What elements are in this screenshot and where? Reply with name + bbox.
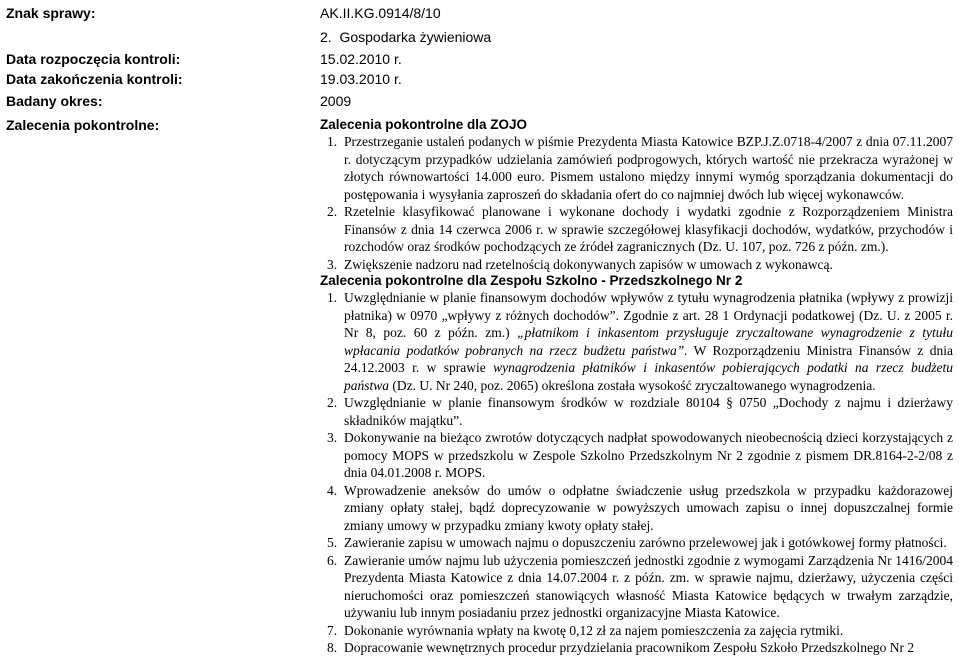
end-date-label: Data zakończenia kontroli:	[6, 71, 183, 87]
item-text: Zawieranie zapisu w umowach najmu o dopuszczeniu zarówno przelewowej jak i gotówkowej formy płatności.	[344, 535, 947, 550]
item-text: Zawieranie umów najmu lub użyczenia pomieszczeń jednostki zgodnie z wymogami Zarządzenia Nr 1416/2004 Prezydenta Miasta Katowice z dnia 14.07.2004 r. z późn. zm. w sprawie najmu, dzierżawy, użyczenia części nieruchomości oraz pomieszczeń stanowiących własność Miasta Katowice będących w trwałym zarządzie, używaniu lub innym posiadaniu przez jednostki organizacyjne Miasta Katowice.	[344, 552, 953, 620]
list-item	[320, 289, 953, 394]
item-text-part: Uwzględnianie w planie finansowym dochodów wpływów z tytułu wynagrodzenia płatnika (wpływy z prowizji płatnika) w 0970 „wpływy z różnych dochodów”. Zgodnie z art. 28 1 Ordynacji podatkowej (Dz. U. z 2005 r. Nr 8, poz. 60 z późn. zm.)	[344, 290, 953, 340]
item-number: 2.	[327, 395, 338, 410]
period-value: 2009	[320, 93, 352, 109]
period-label: Badany okres:	[6, 93, 103, 109]
case-number-value: AK.II.KG.0914/8/10	[320, 5, 441, 21]
item-number: 3.	[327, 256, 338, 272]
item-text: Wprowadzenie aneksów do umów o odpłatne świadczenie usług przedszkola w przypadku każdorazowej zmiany opłaty stałej, bądź doprecyzowanie w powyższych umowach zapisu o innej dopuszczalnej formie zmiany umowy w przypadku zmiany kwoty opłaty stałej.	[344, 482, 953, 533]
section-title: Zalecenia pokontrolne dla ZOJO	[320, 117, 528, 132]
control-area: 2. Gospodarka żywieniowa	[320, 29, 492, 45]
item-number: 4.	[327, 482, 338, 498]
recommendations-label: Zalecenia pokontrolne:	[6, 117, 160, 133]
item-text: Dokonywanie na bieżąco zwrotów dotyczących nadpłat spowodowanych nieobecnością dzieci korzystających z pomocy MOPS w przedszkolu w Zespole Szkolno Przedszkolnym Nr 2 zgodnie z pismem DR.8164-2-2/08 z dnia 04.01.2008 r. MOPS.	[344, 430, 953, 480]
item-text: Dopracowanie wewnętrznych procedur przydzielania pracownikom Zespołu Szkoło Przedszkolnego Nr 2	[344, 640, 915, 655]
start-date-value: 15.02.2010 r.	[320, 51, 402, 67]
case-number-label: Znak sprawy:	[6, 5, 96, 21]
list-item	[320, 394, 953, 429]
list-item	[320, 622, 953, 640]
recommendations-content	[320, 110, 953, 657]
item-text: Uwzględnianie w planie finansowym środków w rozdziale 80104 § 0750 „Dochody z najmu i dzierżawy składników majątku”.	[344, 395, 953, 428]
item-text: Przestrzeganie ustaleń podanych w piśmie Prezydenta Miasta Katowice BZP.J.Z.0718-4/2007 z dnia 07.11.2007 r. dotyczącym przypadków udzielania zamówień podprogowych, których wartość nie przekracza wyrażonej w złotych równowartości 14.000 euro. Pismem ustalono między innymi wymóg sporządzania dokumentacji do postępowania i wysyłania zaproszeń do składania ofert do co najmniej dwóch lub więcej wykonawców.	[344, 134, 953, 202]
list-item	[320, 203, 953, 256]
item-text-italic: „płatnikom i inkasentom przysługuje zryczaltowane wynagrodzenie z tytułu wpłacania podatków pobranych na rzecz budżetu państwa”.	[344, 325, 953, 358]
list-item	[320, 534, 953, 552]
item-text: Dokonanie wyrównania wpłaty na kwotę 0,12 zł za najem pomieszczenia za zajęcia rytmiki.	[344, 622, 844, 638]
item-text-part: (Dz. U. Nr 240, poz. 2065) określona została wysokość zryczaltowanego wynagrodzenia.	[389, 377, 876, 393]
list-item	[320, 133, 953, 203]
list-item	[320, 429, 953, 482]
item-number: 8.	[327, 640, 338, 655]
item-text: Zwiększenie nadzoru nad rzetelnością dokonywanych zapisów w umowach z wykonawcą.	[344, 256, 833, 272]
item-number: 6.	[327, 552, 338, 568]
end-date-value: 19.03.2010 r.	[320, 71, 402, 87]
list-item	[320, 256, 953, 274]
item-number: 1.	[327, 134, 338, 149]
list-item	[320, 552, 953, 622]
start-date-label: Data rozpoczęcia kontroli:	[6, 51, 181, 67]
list-item	[320, 482, 953, 535]
item-number: 2.	[327, 204, 338, 219]
list-item	[320, 639, 953, 657]
item-text-italic: wynagrodzenia płatników i inkasentów pobierających podatki na rzecz budżetu państwa	[344, 360, 953, 393]
item-text-part: W Rozporządzeniu Ministra Finansów z dnia 24.12.2003 r. w sprawie	[344, 342, 953, 375]
item-number: 7.	[327, 622, 338, 638]
section-title: Zalecenia pokontrolne dla Zespołu Szkolno - Przedszkolnego Nr 2	[320, 273, 743, 288]
item-number: 3.	[327, 430, 338, 445]
item-number: 5.	[327, 535, 338, 550]
item-text: Rzetelnie klasyfikować planowane i wykonane dochody i wydatki zgodnie z Rozporządzeniem Ministra Finansów z dnia 14 czerwca 2006 r. w sprawie szczegółowej klasyfikacji dochodów, wydatków, przychodów i rozchodów oraz środków pochodzących ze źródeł zagranicznych (Dz. U. 107, poz. 726 z późn. zm.).	[344, 204, 953, 254]
item-number: 1.	[327, 290, 338, 305]
